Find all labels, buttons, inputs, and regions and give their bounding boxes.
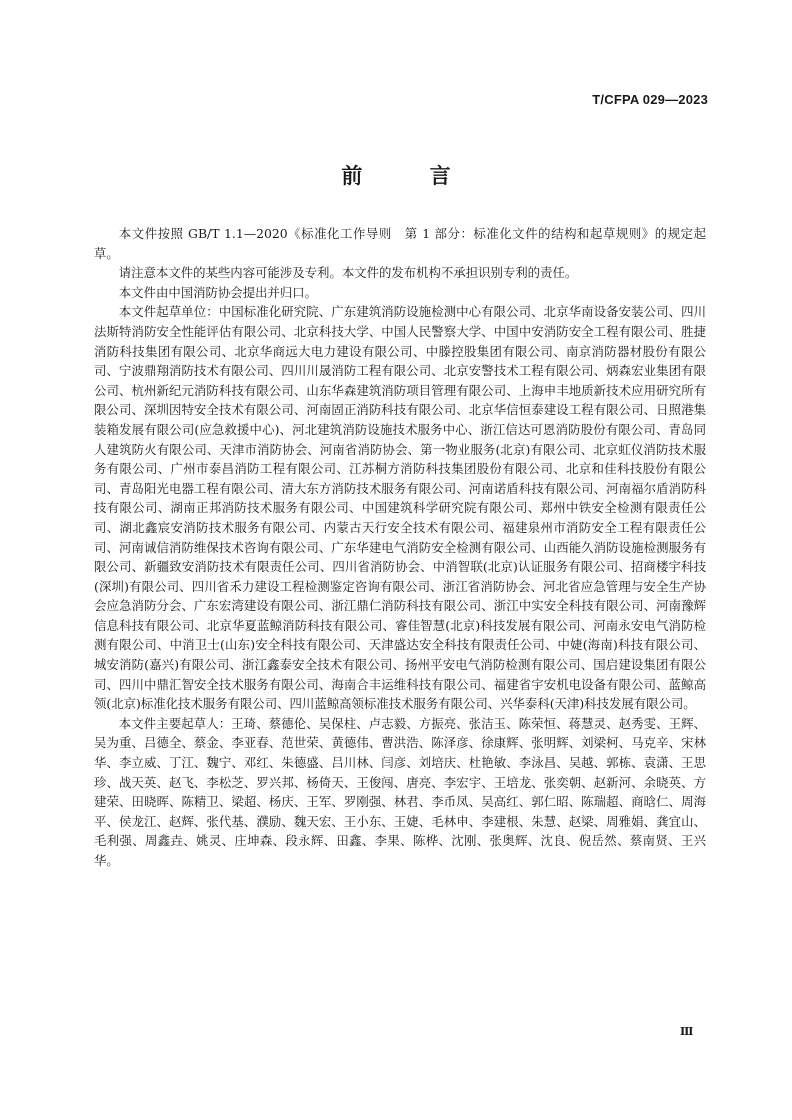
section-title: 前 言 (341, 164, 481, 188)
paragraph-proposer: 本文件由中国消防协会提出并归口。 (118, 284, 318, 300)
foreword-body (94, 224, 706, 871)
paragraph-patent-notice: 请注意本文件的某些内容可能涉及专利。本文件的发布机构不承担识别专利的责任。 (118, 265, 578, 281)
document-number: T/CFPA 029—2023 (592, 92, 708, 107)
page-number: Ⅲ (680, 1025, 694, 1038)
paragraph-drafting-rules: 本文件按照 GB/T 1.1—2020《标准化工作导则 第 1 部分：标准化文件的结构和起草规则》的规定起草。 (94, 226, 706, 261)
paragraph-drafting-organizations: 本文件起草单位：中国标准化研究院、广东建筑消防设施检测中心有限公司、北京华南设备安装公司、四川法斯特消防安全性能评估有限公司、北京科技大学、中国人民警察大学、中国中安消防安全工程有限公司、胜捷消防科技集团有限公司、北京华商远大电力建设有限公司、中滕控股集团有限公司、南京消防器材股份有限公司、宁波鼎翔消防技术有限公司、四川川晟消防工程有限公司、北京安警技术工程有限公司、炳森宏业集团有限公司、杭州新纪元消防科技有限公司、山东华森建筑消防项目管理有限公司、上海申丰地质新技术应用研究所有限公司、深圳因特安全技术有限公司、河南固正消防科技有限公司、北京华信恒泰建设工程有限公司、日照港集装箱发展有限公司(应急救援中心)、河北建筑消防设施技术服务中心、浙江信达可恩消防股份有限公司、青岛同人建筑防火有限公司、天津市消防协会、河南省消防协会、第一物业服务(北京)有限公司、北京虹仪消防技术服务有限公司、广州市泰昌消防工程有限公司、江苏桐方消防科技集团股份有限公司、北京和佳科技股份有限公司、青岛阳光电器工程有限公司、清大东方消防技术服务有限公司、河南诺盾科技有限公司、河南福尔盾消防科技有限公司、湖南正邦消防技术服务有限公司、中国建筑科学研究院有限公司、郑州中铁安全检测有限责任公司、湖北鑫宸安消防技术服务有限公司、内蒙古天行安全技术有限公司、福建泉州市消防安全工程有限责任公司、河南诚信消防维保技术咨询有限公司、广东华建电气消防安全检测有限公司、山西能久消防设施检测服务有限公司、新疆致安消防技术有限责任公司、四川省消防协会、中消智联(北京)认证服务有限公司、招商楼宇科技(深圳)有限公司、四川省禾力建设工程检测鉴定咨询有限公司、浙江省消防协会、河北省应急管理与安全生产协会应急消防分会、广东宏湾建设有限公司、浙江鼎仁消防科技有限公司、浙江中实安全科技有限公司、河南豫辉信息科技有限公司、北京华夏蓝鲸消防科技有限公司、睿佳智慧(北京)科技发展有限公司、河南永安电气消防检测有限公司、中消卫士(山东)安全科技有限公司、天津盛达安全科技有限责任公司、中婕(海南)科技有限公司、城安消防(嘉兴)有限公司、浙江鑫泰安全技术有限公司、扬州平安电气消防检测有限公司、国启建设集团有限公司、四川中鼎汇智安全技术服务有限公司、海南合丰运维科技有限公司、福建省宇安机电设备有限公司、蓝鲸高领(北京)标准化技术服务有限公司、四川蓝鲸高领标准技术服务有限公司、兴华泰科(天津)科技发展有限公司。 (94, 304, 706, 712)
paragraph-main-drafters: 本文件主要起草人：王琦、蔡德伦、吴保柱、卢志毅、方振亮、张洁玉、陈荣恒、蒋慧灵、赵秀雯、王辉、吴为重、吕德全、蔡金、李亚春、范世荣、黄德伟、曹洪浩、陈泽彦、徐康辉、张明辉、刘梁柯、马克辛、宋林华、李立威、丁江、魏宁、邓红、朱德盛、吕川林、闫彦、刘培庆、杜艳敏、李泳昌、吴越、郭栋、袁潇、王思珍、战天英、赵飞、李松芝、罗兴邦、杨倚天、王俊闯、唐亮、李宏宇、王培龙、张奕朝、赵新河、余晓英、方建荣、田晓晖、陈精卫、梁超、杨庆、王军、罗刚强、林君、李币凤、吴高红、郭仁昭、陈瑞超、商晗仁、周海平、侯龙江、赵辉、张代基、濮励、魏天宏、王小东、王婕、毛林申、李建根、朱慧、赵梁、周雅娟、龚宜山、毛利强、周鑫垚、姚灵、庄坤森、段永辉、田鑫、李果、陈桦、沈刚、张奥辉、沈良、倪岳然、蔡南贤、王兴华。 (94, 715, 706, 868)
